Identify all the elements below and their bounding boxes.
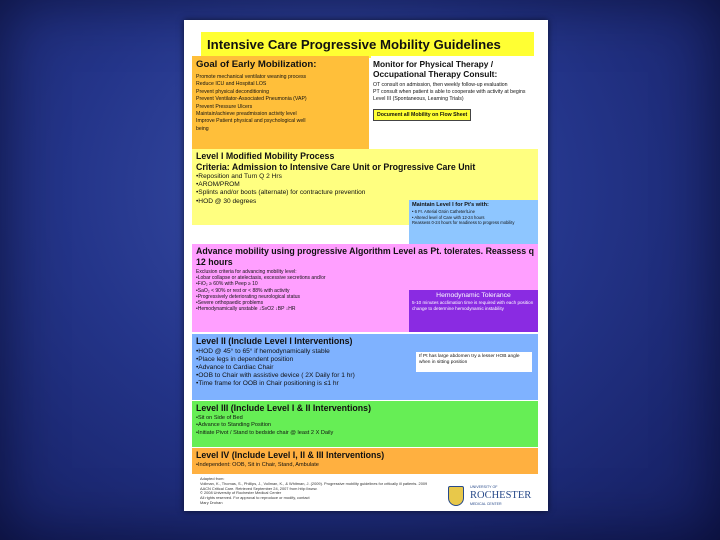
mobility-guidelines-poster (184, 20, 548, 511)
citation-block (200, 477, 432, 511)
level-2-item: •Advance to Cardiac Chair (196, 363, 274, 371)
level-2-item: •OOB to Chair with assistive device ( 2X Daily for 1 hr) (196, 372, 355, 380)
maintain-level-box (409, 200, 538, 247)
logo-university: UNIVERSITY OF (470, 485, 498, 489)
monitor-section (371, 56, 538, 160)
citation-line: All rights reserved. For approval to reproduce or modify, contact (200, 495, 310, 501)
large-abdomen-note: If Pt has large abdomen try a lesser HOB angle when in sitting position (416, 352, 532, 372)
monitor-heading: Monitor for Physical Therapy / Occupational Therapy Consult: (373, 59, 498, 79)
logo-medical-center: MEDICAL CENTER (470, 502, 502, 506)
hemodynamic-heading: Hemodynamic Tolerance (436, 292, 511, 299)
level-1-heading: Level I Modified Mobility Process (196, 151, 335, 161)
level-4-section (192, 448, 538, 474)
goal-item: Promote mechanical ventilator weaning process (196, 74, 307, 80)
maintain-item: • 6 Fr. Arterial Groin Catheter/Line (412, 209, 475, 215)
exclusion-item: •Severe orthopaedic problems (196, 300, 264, 307)
level-1-item: •AROM/PROM (196, 181, 240, 189)
hemodynamic-text: 5-10 minutes acclimation time is required with each position change to determine hemodynamic instability (412, 300, 534, 311)
level-3-section (192, 401, 538, 447)
goal-list (196, 74, 365, 133)
citation-line: AACN Critical Care. Retrieved September 24, 2007 from http://www. (200, 485, 318, 491)
exclusion-item: •FiO₂ ≥ 60% with Peep ≥ 10 (196, 281, 258, 288)
maintain-item: • Altered level of Care with 12-24 hours (412, 214, 485, 220)
exclusion-item: •Hemodynamically unstable ↓SvO2 ↓BP ↓HR (196, 306, 296, 313)
level-3-heading: Level III (Include Level I & II Interventions) (196, 403, 372, 413)
citation-line: Adapted from: (200, 477, 225, 481)
maintain-heading: Maintain Level I for Pt's with: (412, 202, 489, 208)
level-2-item: •Time frame for OOB in Chair positioning is ≤1 hr (196, 380, 339, 388)
citation-line: Vollman, K., Thomas, S., Phillips, J., Vollman, K., & Whitman, J. (2009). Progressive mobility guidelines for critically ill patients. 2009 (200, 480, 428, 486)
flow-sheet-note: Document all Mobility on Flow Sheet (373, 109, 471, 121)
goal-item: Maintain/achieve preadmission activity level (196, 111, 297, 118)
goal-heading: Goal of Early Mobilization: (196, 59, 317, 70)
advance-heading: Advance mobility using progressive Algorithm Level as Pt. tolerates. Reassess q 12 hours (196, 246, 534, 267)
monitor-text: PT consult when patient is able to cooperate with activity at begins Level III (Spontaneous, Learning Trials) (373, 89, 526, 102)
level-1-criteria: Criteria: Admission to Intensive Care Unit or Progressive Care Unit (196, 161, 476, 172)
level-3-item: •Sit on Side of Bed (196, 414, 243, 421)
university-logo (446, 484, 538, 510)
citation-line: © 2008 University of Rochester Medical Center (200, 490, 282, 496)
poster-title: Intensive Care Progressive Mobility Guidelines (201, 32, 534, 58)
exclusion-title: Exclusion criteria for advancing mobility level: (196, 269, 297, 275)
level-4-list (196, 462, 534, 470)
level-4-item: •Independent: OOB, Sit in Chair, Stand, Ambulate (196, 461, 319, 468)
exclusion-item: •SaO₂ < 90% or rest or < 88% with activity (196, 287, 290, 294)
logo-name: ROCHESTER (470, 490, 532, 501)
goal-item: Reduce ICU and Hospital LOS (196, 81, 267, 88)
level-4-heading: Level IV (Include Level I, II & III Interventions) (196, 450, 385, 460)
level-2-item: •HOD @ 45° to 65° if hemodynamically stable (196, 347, 330, 355)
goal-section (192, 56, 369, 160)
level-1-item: •Reposition and Turn Q 2 Hrs (196, 173, 282, 180)
goal-item: Prevent Ventilator-Associated Pneumonia (VAP) (196, 96, 307, 103)
level-3-item: •Advance to Standing Position (196, 422, 272, 429)
citation-line: Mary Drohan (200, 499, 223, 505)
level-1-item: •HOD @ 30 degrees (196, 197, 257, 205)
level-1-item: •Splints and/or boots (alternate) for contracture prevention (196, 189, 366, 197)
level-2-item: •Place legs in dependent position (196, 355, 294, 363)
exclusion-item: •Lobar collapse or atelectasis, excessive secretions and/or (196, 275, 326, 282)
maintain-item: Reassess 0-24 hours for readiness to progress mobility (412, 219, 515, 225)
crest-icon (448, 486, 464, 506)
hemodynamic-tolerance-box (409, 290, 538, 332)
goal-item: Improve Patient physical and psychological well (196, 118, 306, 125)
level-2-heading: Level II (Include Level I Interventions) (196, 336, 353, 346)
exclusion-item: •Progressively deteriorating neurological status (196, 293, 301, 300)
level-3-list (196, 415, 534, 438)
level-3-item: •Initiate Pivot / Stand to bedside chair @ least 2 X Daily (196, 429, 334, 436)
goal-item: Prevent physical deconditioning (196, 88, 269, 95)
maintain-list (412, 209, 535, 225)
goal-item: Prevent Pressure Ulcers (196, 103, 253, 110)
monitor-text: OT consult on admission, then weekly follow-up evaluation (373, 82, 508, 88)
goal-item: being (196, 125, 209, 132)
